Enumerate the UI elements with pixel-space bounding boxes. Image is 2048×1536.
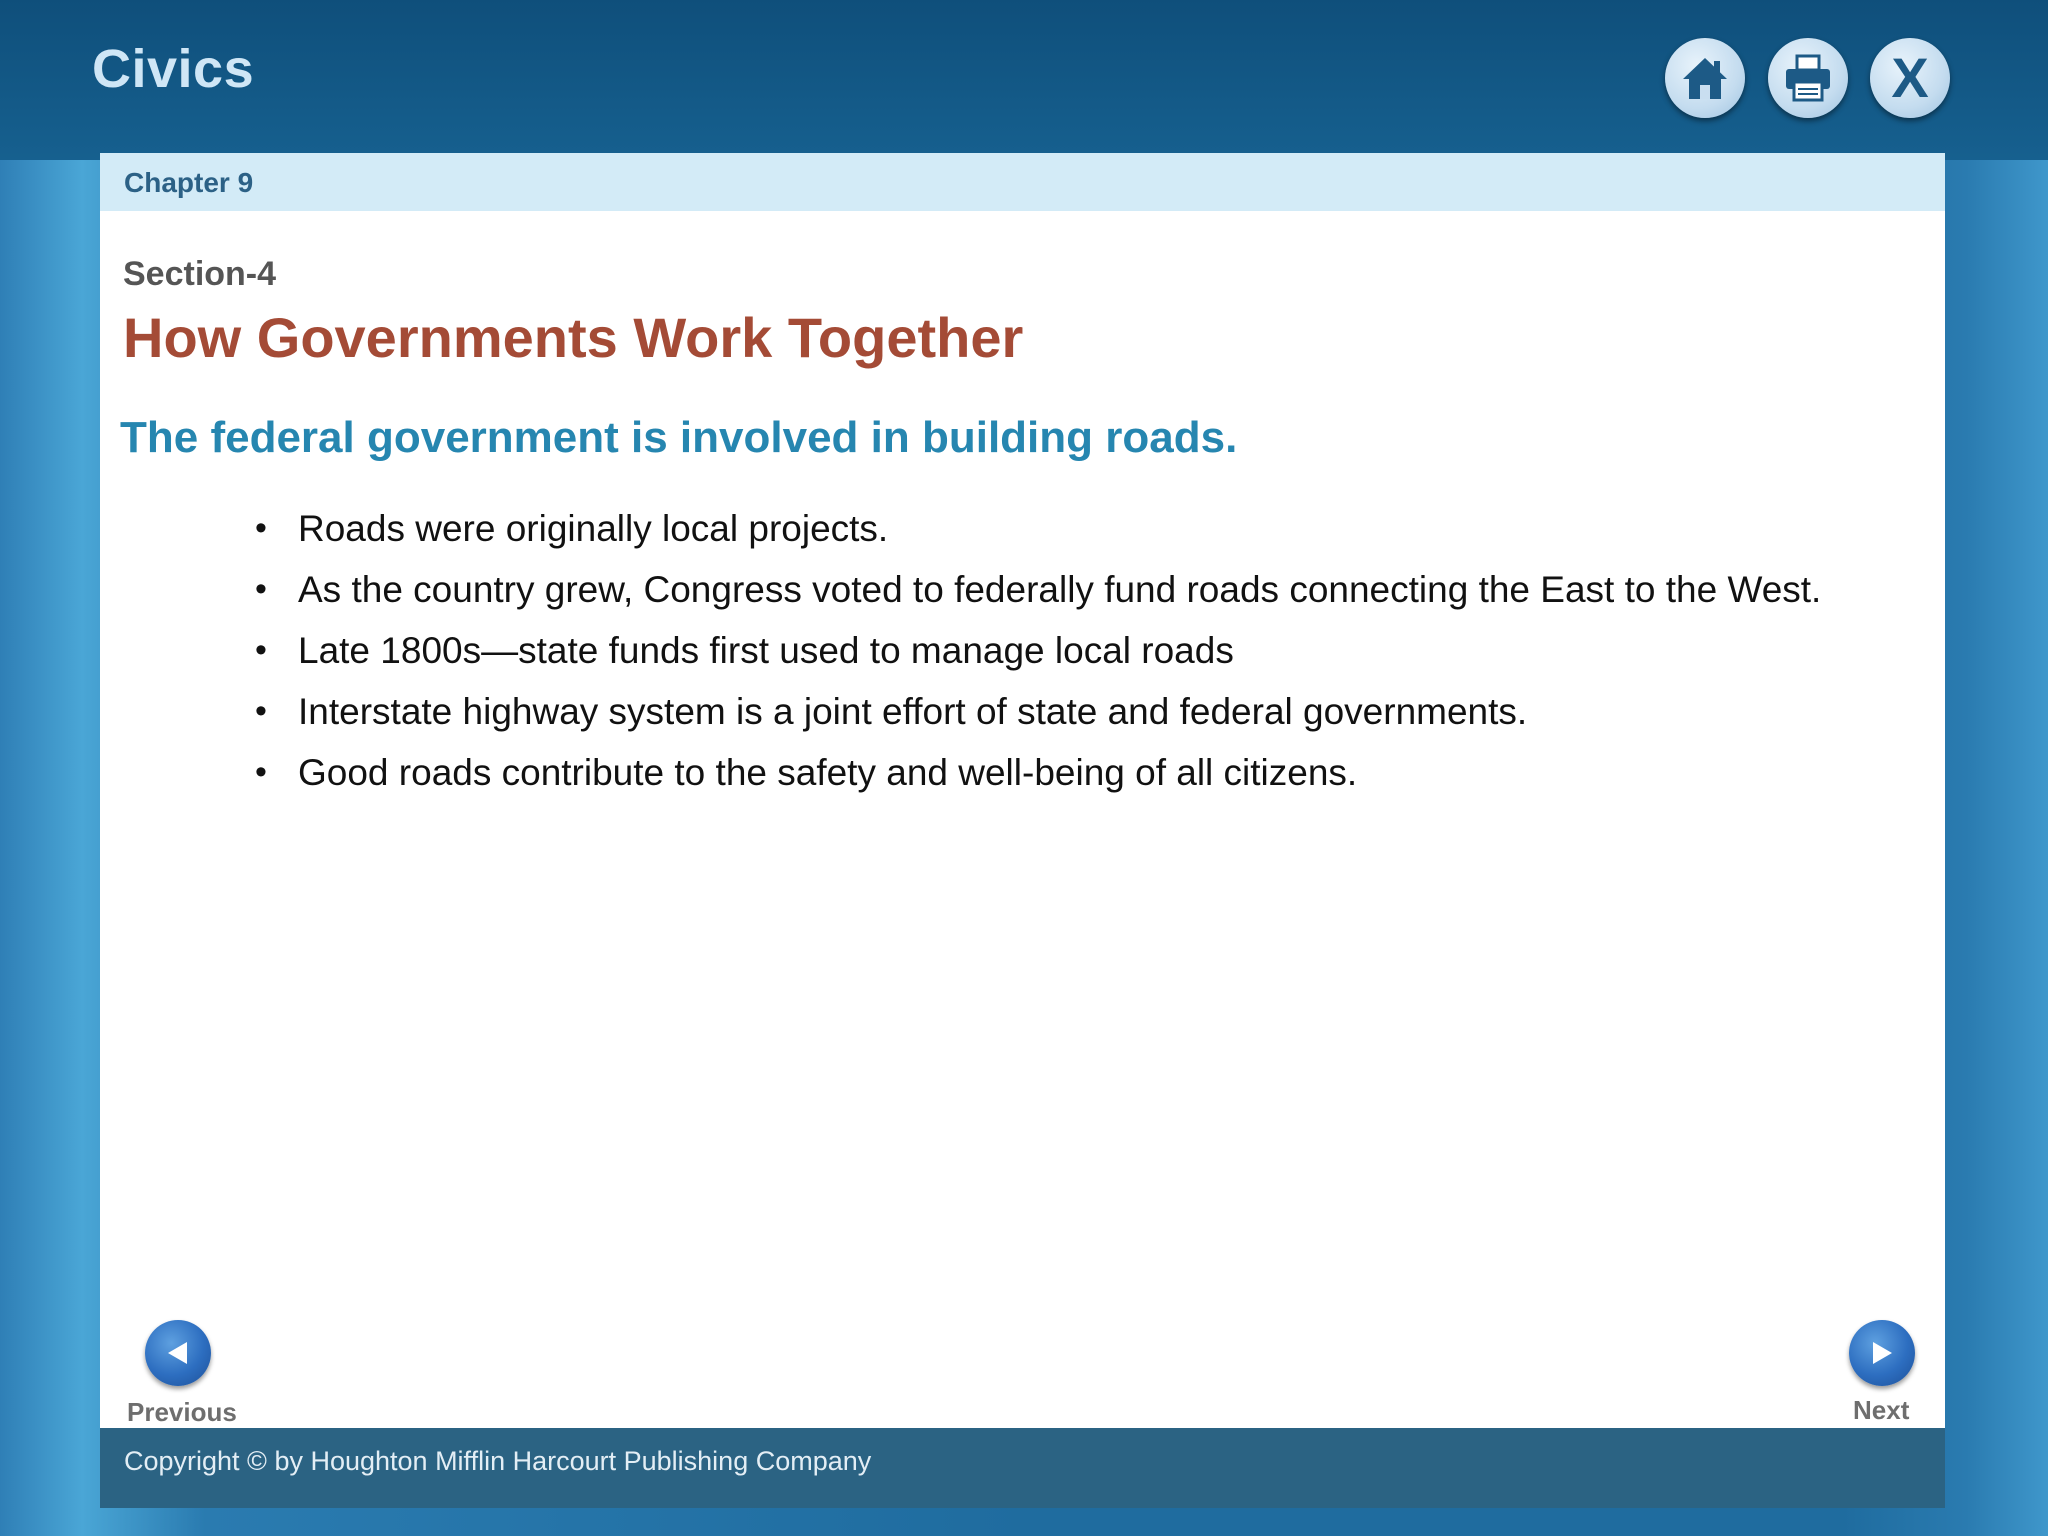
- bullet-text: Late 1800s—state funds first used to manage local roads: [298, 630, 1234, 671]
- close-button[interactable]: [1870, 38, 1950, 118]
- home-button[interactable]: [1665, 38, 1745, 118]
- bullet-text: Interstate highway system is a joint effort of state and federal governments.: [298, 691, 1528, 732]
- chapter-bar: [100, 153, 1945, 211]
- previous-label[interactable]: Previous: [127, 1397, 237, 1427]
- section-label: Section-4: [123, 255, 277, 293]
- printer-icon: [1782, 52, 1834, 104]
- footer: [100, 1428, 1945, 1508]
- chapter-label: Chapter 9: [124, 167, 254, 198]
- slide-subtitle: The federal government is involved in building roads.: [120, 413, 1238, 462]
- bullet-icon: •: [255, 631, 267, 669]
- next-label[interactable]: Next: [1853, 1395, 1910, 1425]
- bullet-text: Good roads contribute to the safety and well-being of all citizens.: [298, 752, 1358, 793]
- next-button[interactable]: [1849, 1320, 1915, 1386]
- app-title: Civics: [92, 39, 255, 99]
- bullet-icon: •: [255, 570, 267, 608]
- copyright-text: Copyright © by Houghton Mifflin Harcourt Publishing Company: [124, 1446, 872, 1476]
- arrow-right-icon: [1867, 1338, 1897, 1368]
- bullet-item: [255, 747, 1895, 798]
- page-title: How Governments Work Together: [123, 306, 1024, 369]
- bullet-text: Roads were originally local projects.: [298, 508, 889, 549]
- bullet-list: [255, 503, 1895, 808]
- bullet-icon: •: [255, 509, 267, 547]
- previous-button[interactable]: [145, 1320, 211, 1386]
- arrow-left-icon: [163, 1338, 193, 1368]
- bullet-item: [255, 564, 1895, 615]
- print-button[interactable]: [1768, 38, 1848, 118]
- home-icon: [1680, 53, 1730, 103]
- slide-panel: [100, 153, 1945, 1508]
- bullet-text: As the country grew, Congress voted to federally fund roads connecting the East to the West.: [298, 569, 1822, 610]
- close-icon: X: [1891, 46, 1929, 109]
- bullet-item: [255, 625, 1895, 676]
- bullet-icon: •: [255, 753, 267, 791]
- bullet-icon: •: [255, 692, 267, 730]
- bullet-item: [255, 686, 1895, 737]
- bullet-item: [255, 503, 1895, 554]
